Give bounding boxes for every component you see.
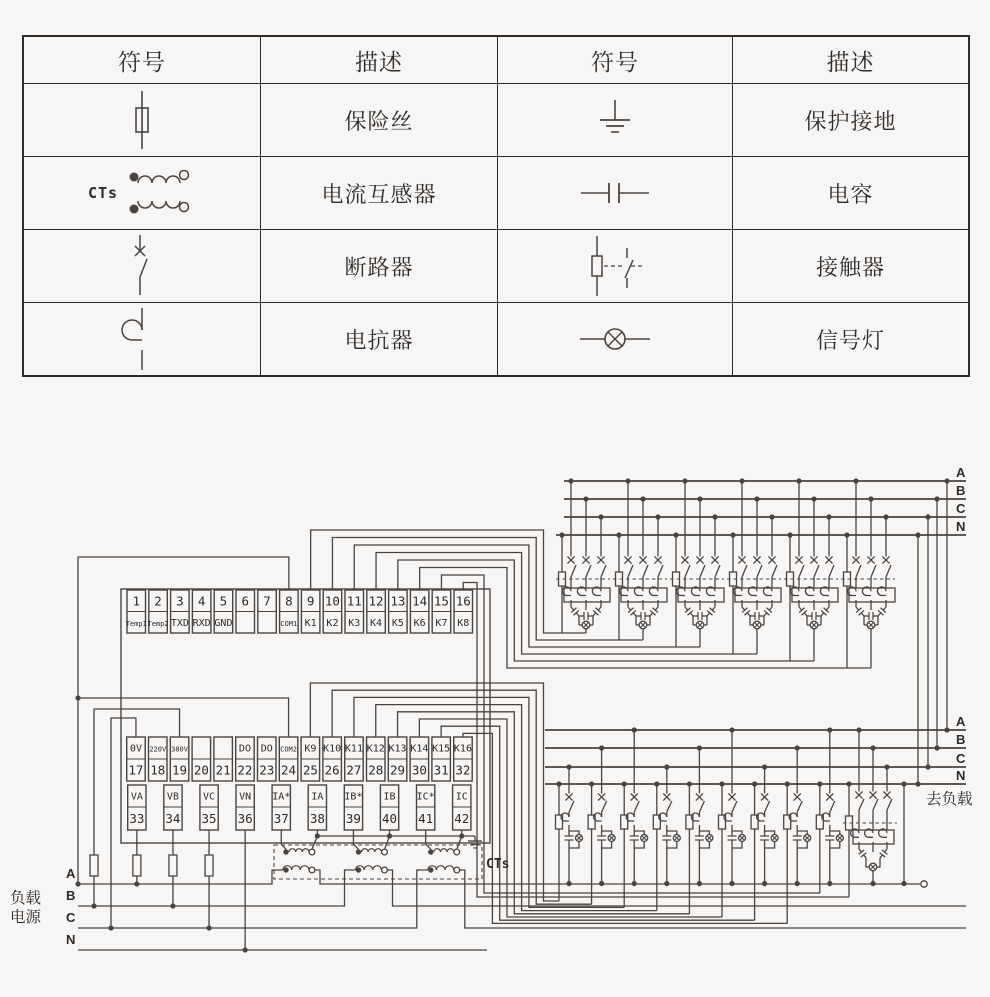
terminal-label: K11 xyxy=(344,743,363,755)
terminal-number: 20 xyxy=(193,762,209,778)
terminal-label: VN xyxy=(239,791,252,803)
bus-label: A xyxy=(956,465,966,480)
terminal-label: RXD xyxy=(192,617,211,629)
terminal-row2-cell-24 xyxy=(279,737,298,781)
terminal-row2-cell-21 xyxy=(214,737,233,781)
terminal-label: VC xyxy=(203,791,216,803)
single-phase-branch-2 xyxy=(588,745,615,904)
terminal-row2-cell-20 xyxy=(192,737,211,781)
single-phase-branch-9 xyxy=(816,727,843,893)
terminal-number: 3 xyxy=(176,593,184,609)
capacitor-bank-group-1 xyxy=(556,478,610,633)
breaker-icon xyxy=(114,233,170,299)
terminal-number: 38 xyxy=(309,811,325,826)
terminal-row3-cell-34 xyxy=(164,785,182,830)
capacitor-bank-group-4 xyxy=(727,478,781,654)
terminal-number: 29 xyxy=(390,762,406,778)
contactor-icon xyxy=(575,234,655,298)
capacitor-bank-group-3 xyxy=(670,478,724,647)
capacitor-bank-group-7 xyxy=(843,727,897,897)
terminal-number: 17 xyxy=(128,762,144,778)
terminal-label: IC xyxy=(455,791,468,803)
legend-header-2 xyxy=(497,37,732,83)
terminal-row2-cell-29 xyxy=(388,737,407,781)
terminal-label: IB xyxy=(383,791,396,803)
terminal-number: 9 xyxy=(306,593,315,609)
single-phase-branch-6 xyxy=(719,727,746,917)
bus-label: C xyxy=(956,501,966,516)
terminal-row3-cell-33 xyxy=(128,785,146,830)
terminal-label: K4 xyxy=(370,617,383,629)
terminal-number: 41 xyxy=(418,811,434,826)
lamp-icon xyxy=(576,319,654,359)
legend-symbol-cell xyxy=(497,229,732,302)
terminal-number: 2 xyxy=(154,593,162,609)
terminal-number: 31 xyxy=(433,762,449,778)
terminal-row2-cell-32 xyxy=(454,737,473,781)
terminal-row2-cell-26 xyxy=(323,737,342,781)
reactor-icon xyxy=(114,306,170,372)
legend-desc-cell xyxy=(732,229,968,302)
terminal-number: 10 xyxy=(324,593,340,609)
legend-header-text: 符号 xyxy=(118,48,166,75)
legend-desc-cell xyxy=(732,302,968,375)
capacitor-bank-group-5 xyxy=(784,478,838,661)
bus-label: N xyxy=(956,519,966,534)
terminal-number: 34 xyxy=(165,811,181,826)
terminal-number: 23 xyxy=(259,762,275,778)
terminal-label: 380V xyxy=(171,745,188,754)
terminal-label: K15 xyxy=(432,743,451,755)
terminal-number: 5 xyxy=(219,593,228,609)
terminal-label: K7 xyxy=(435,617,448,629)
load-power-label: 负载 xyxy=(10,890,42,907)
bus-label: C xyxy=(956,751,966,766)
terminal-number: 4 xyxy=(197,593,206,609)
terminal-label: COM2 xyxy=(280,745,297,754)
terminal-number: 28 xyxy=(368,762,384,778)
terminal-label: K5 xyxy=(391,617,404,629)
bus-label: B xyxy=(956,732,966,747)
bus-label: A xyxy=(66,866,76,881)
legend-desc-text: 接触器 xyxy=(815,254,885,280)
terminal-row1-cell-15 xyxy=(432,590,451,633)
legend-desc-cell xyxy=(260,302,497,375)
terminal-row3-cell-37 xyxy=(272,785,290,830)
terminal-number: 24 xyxy=(281,762,297,778)
legend-symbol-cell xyxy=(497,302,732,375)
terminal-label: IA* xyxy=(272,791,291,803)
terminal-row2-cell-27 xyxy=(345,737,364,781)
terminal-row3-cell-35 xyxy=(200,785,218,830)
terminal-label: IC* xyxy=(416,791,435,803)
legend-desc-text: 电流互感器 xyxy=(321,181,437,207)
terminal-label: K12 xyxy=(366,743,385,755)
terminal-label: K2 xyxy=(326,617,339,629)
terminal-label: Temp1 xyxy=(125,619,147,628)
terminal-row3-cell-36 xyxy=(236,785,254,830)
terminal-row2-cell-30 xyxy=(410,737,429,781)
terminal-number: 11 xyxy=(346,593,362,609)
terminal-row2-cell-23 xyxy=(258,737,277,781)
terminal-label: K9 xyxy=(304,743,317,755)
terminal-label: K6 xyxy=(413,617,426,629)
terminal-label: COM1 xyxy=(280,619,298,628)
single-phase-branch-5 xyxy=(686,745,713,913)
terminal-number: 6 xyxy=(241,593,250,609)
terminal-row1-cell-14 xyxy=(410,590,429,633)
terminal-label: VB xyxy=(166,791,179,803)
terminal-label: 220V xyxy=(149,745,167,754)
terminal-number: 7 xyxy=(263,593,271,609)
terminal-row1-cell-4 xyxy=(192,590,211,633)
terminal-row2-cell-25 xyxy=(301,737,320,781)
terminal-row1-cell-1 xyxy=(126,590,147,633)
terminal-row3-cell-42 xyxy=(453,785,471,830)
legend-symbol-cell xyxy=(24,83,260,156)
terminal-row1-cell-2 xyxy=(148,590,169,633)
terminal-label: DO xyxy=(260,743,273,755)
terminal-row2-cell-19 xyxy=(170,737,189,781)
legend-desc-text: 断路器 xyxy=(344,254,414,280)
terminal-row1-cell-16 xyxy=(454,590,473,633)
terminal-row2-cell-22 xyxy=(236,737,255,781)
terminal-label: K8 xyxy=(457,617,470,629)
terminal-row3-cell-41 xyxy=(417,785,435,830)
legend-header-text: 描述 xyxy=(355,48,403,75)
capacitor-icon xyxy=(577,173,653,213)
terminal-label: Temp2 xyxy=(147,619,169,628)
single-phase-branch-3 xyxy=(621,727,648,907)
legend-desc-cell xyxy=(732,156,968,229)
single-phase-branch-4 xyxy=(653,764,680,910)
terminal-number: 36 xyxy=(237,811,253,826)
legend-desc-text: 电容 xyxy=(827,181,874,207)
terminal-number: 27 xyxy=(346,762,362,778)
legend-desc-cell xyxy=(260,83,497,156)
terminal-number: 26 xyxy=(324,762,340,778)
terminal-number: 1 xyxy=(132,593,141,609)
terminal-number: 15 xyxy=(433,593,449,609)
terminal-row1-cell-13 xyxy=(389,590,408,633)
capacitor-bank-group-6 xyxy=(841,478,895,668)
terminal-row2-cell-18 xyxy=(149,737,168,781)
fuse-icon xyxy=(114,89,170,151)
terminal-number: 39 xyxy=(345,811,361,826)
legend-desc-text: 信号灯 xyxy=(815,327,885,353)
terminal-label: K1 xyxy=(304,617,317,629)
legend-desc-text: 电抗器 xyxy=(344,327,414,353)
legend-desc-cell xyxy=(260,229,497,302)
bus-label: N xyxy=(66,932,76,947)
terminal-number: 42 xyxy=(454,811,470,826)
terminal-row2-cell-31 xyxy=(432,737,451,781)
terminal-number: 40 xyxy=(382,811,398,826)
legend-desc-text: 保护接地 xyxy=(804,108,897,134)
bus-label: B xyxy=(956,483,966,498)
terminal-number: 25 xyxy=(302,762,318,778)
legend-symbol-cell xyxy=(24,302,260,375)
terminal-label: DO xyxy=(238,743,251,755)
bus-label: B xyxy=(66,888,76,903)
cts-label: CTs xyxy=(486,857,510,872)
terminal-row3-cell-38 xyxy=(308,785,326,830)
terminal-row1-cell-3 xyxy=(171,590,190,633)
capacitor-bank-group-2 xyxy=(613,478,667,640)
terminal-row3-cell-40 xyxy=(380,785,398,830)
terminal-row3-cell-39 xyxy=(344,785,362,830)
terminal-row2-cell-17 xyxy=(127,737,146,781)
terminal-number: 33 xyxy=(129,811,145,826)
terminal-label: IA xyxy=(311,791,324,803)
terminal-number: 16 xyxy=(455,593,471,609)
terminal-row1-cell-10 xyxy=(323,590,342,633)
legend-header-text: 符号 xyxy=(591,48,639,75)
legend-symbol-cell xyxy=(497,156,732,229)
terminal-row1-cell-11 xyxy=(345,590,364,633)
terminal-number: 14 xyxy=(412,593,428,609)
terminal-number: 22 xyxy=(237,762,253,778)
legend-symbol-cell xyxy=(24,229,260,302)
terminal-number: 8 xyxy=(285,593,293,609)
terminal-row1-cell-7 xyxy=(258,590,277,633)
terminal-label: K10 xyxy=(323,743,342,755)
terminal-number: 32 xyxy=(455,762,471,778)
terminal-number: 37 xyxy=(273,811,289,826)
terminal-number: 21 xyxy=(215,762,231,778)
terminal-label: K13 xyxy=(388,743,407,755)
terminal-number: 19 xyxy=(172,762,188,778)
legend-header-text: 描述 xyxy=(826,48,875,75)
terminal-number: 30 xyxy=(411,762,427,778)
terminal-row2-cell-28 xyxy=(367,737,386,781)
terminal-label: GND xyxy=(214,617,233,629)
legend-header-0 xyxy=(24,37,260,83)
legend-table xyxy=(22,35,970,377)
terminal-row1-cell-8 xyxy=(280,590,299,633)
ground-icon xyxy=(587,94,643,146)
legend-symbol-cell xyxy=(24,156,260,229)
terminal-number: 35 xyxy=(201,811,217,826)
terminal-label: K16 xyxy=(453,743,472,755)
legend-header-1 xyxy=(260,37,497,83)
terminal-row1-cell-5 xyxy=(214,590,233,633)
legend-symbol-cell xyxy=(497,83,732,156)
load-power-label: 电源 xyxy=(10,909,42,926)
ct-icon xyxy=(88,165,196,221)
terminal-label: TXD xyxy=(170,617,189,629)
terminal-number: 12 xyxy=(368,593,384,609)
terminal-label: K14 xyxy=(410,743,429,755)
terminal-row1-cell-12 xyxy=(367,590,386,633)
terminal-label: VA xyxy=(130,791,143,803)
bus-label: A xyxy=(956,714,966,729)
legend-desc-cell xyxy=(260,156,497,229)
ct-symbol-text: CTs xyxy=(87,184,119,202)
terminal-label: K3 xyxy=(348,617,361,629)
bus-label: C xyxy=(66,910,76,925)
legend-header-3 xyxy=(732,37,968,83)
terminal-label: 0V xyxy=(129,743,142,755)
bus-label: N xyxy=(956,768,966,783)
terminal-number: 13 xyxy=(390,593,406,609)
legend-desc-text: 保险丝 xyxy=(344,108,414,134)
terminal-row1-cell-6 xyxy=(236,590,255,633)
terminal-label: IB* xyxy=(344,791,363,803)
legend-desc-cell xyxy=(732,83,968,156)
terminal-row1-cell-9 xyxy=(301,590,320,633)
to-load-label: 去负载 xyxy=(926,791,973,808)
terminal-number: 18 xyxy=(150,762,166,778)
